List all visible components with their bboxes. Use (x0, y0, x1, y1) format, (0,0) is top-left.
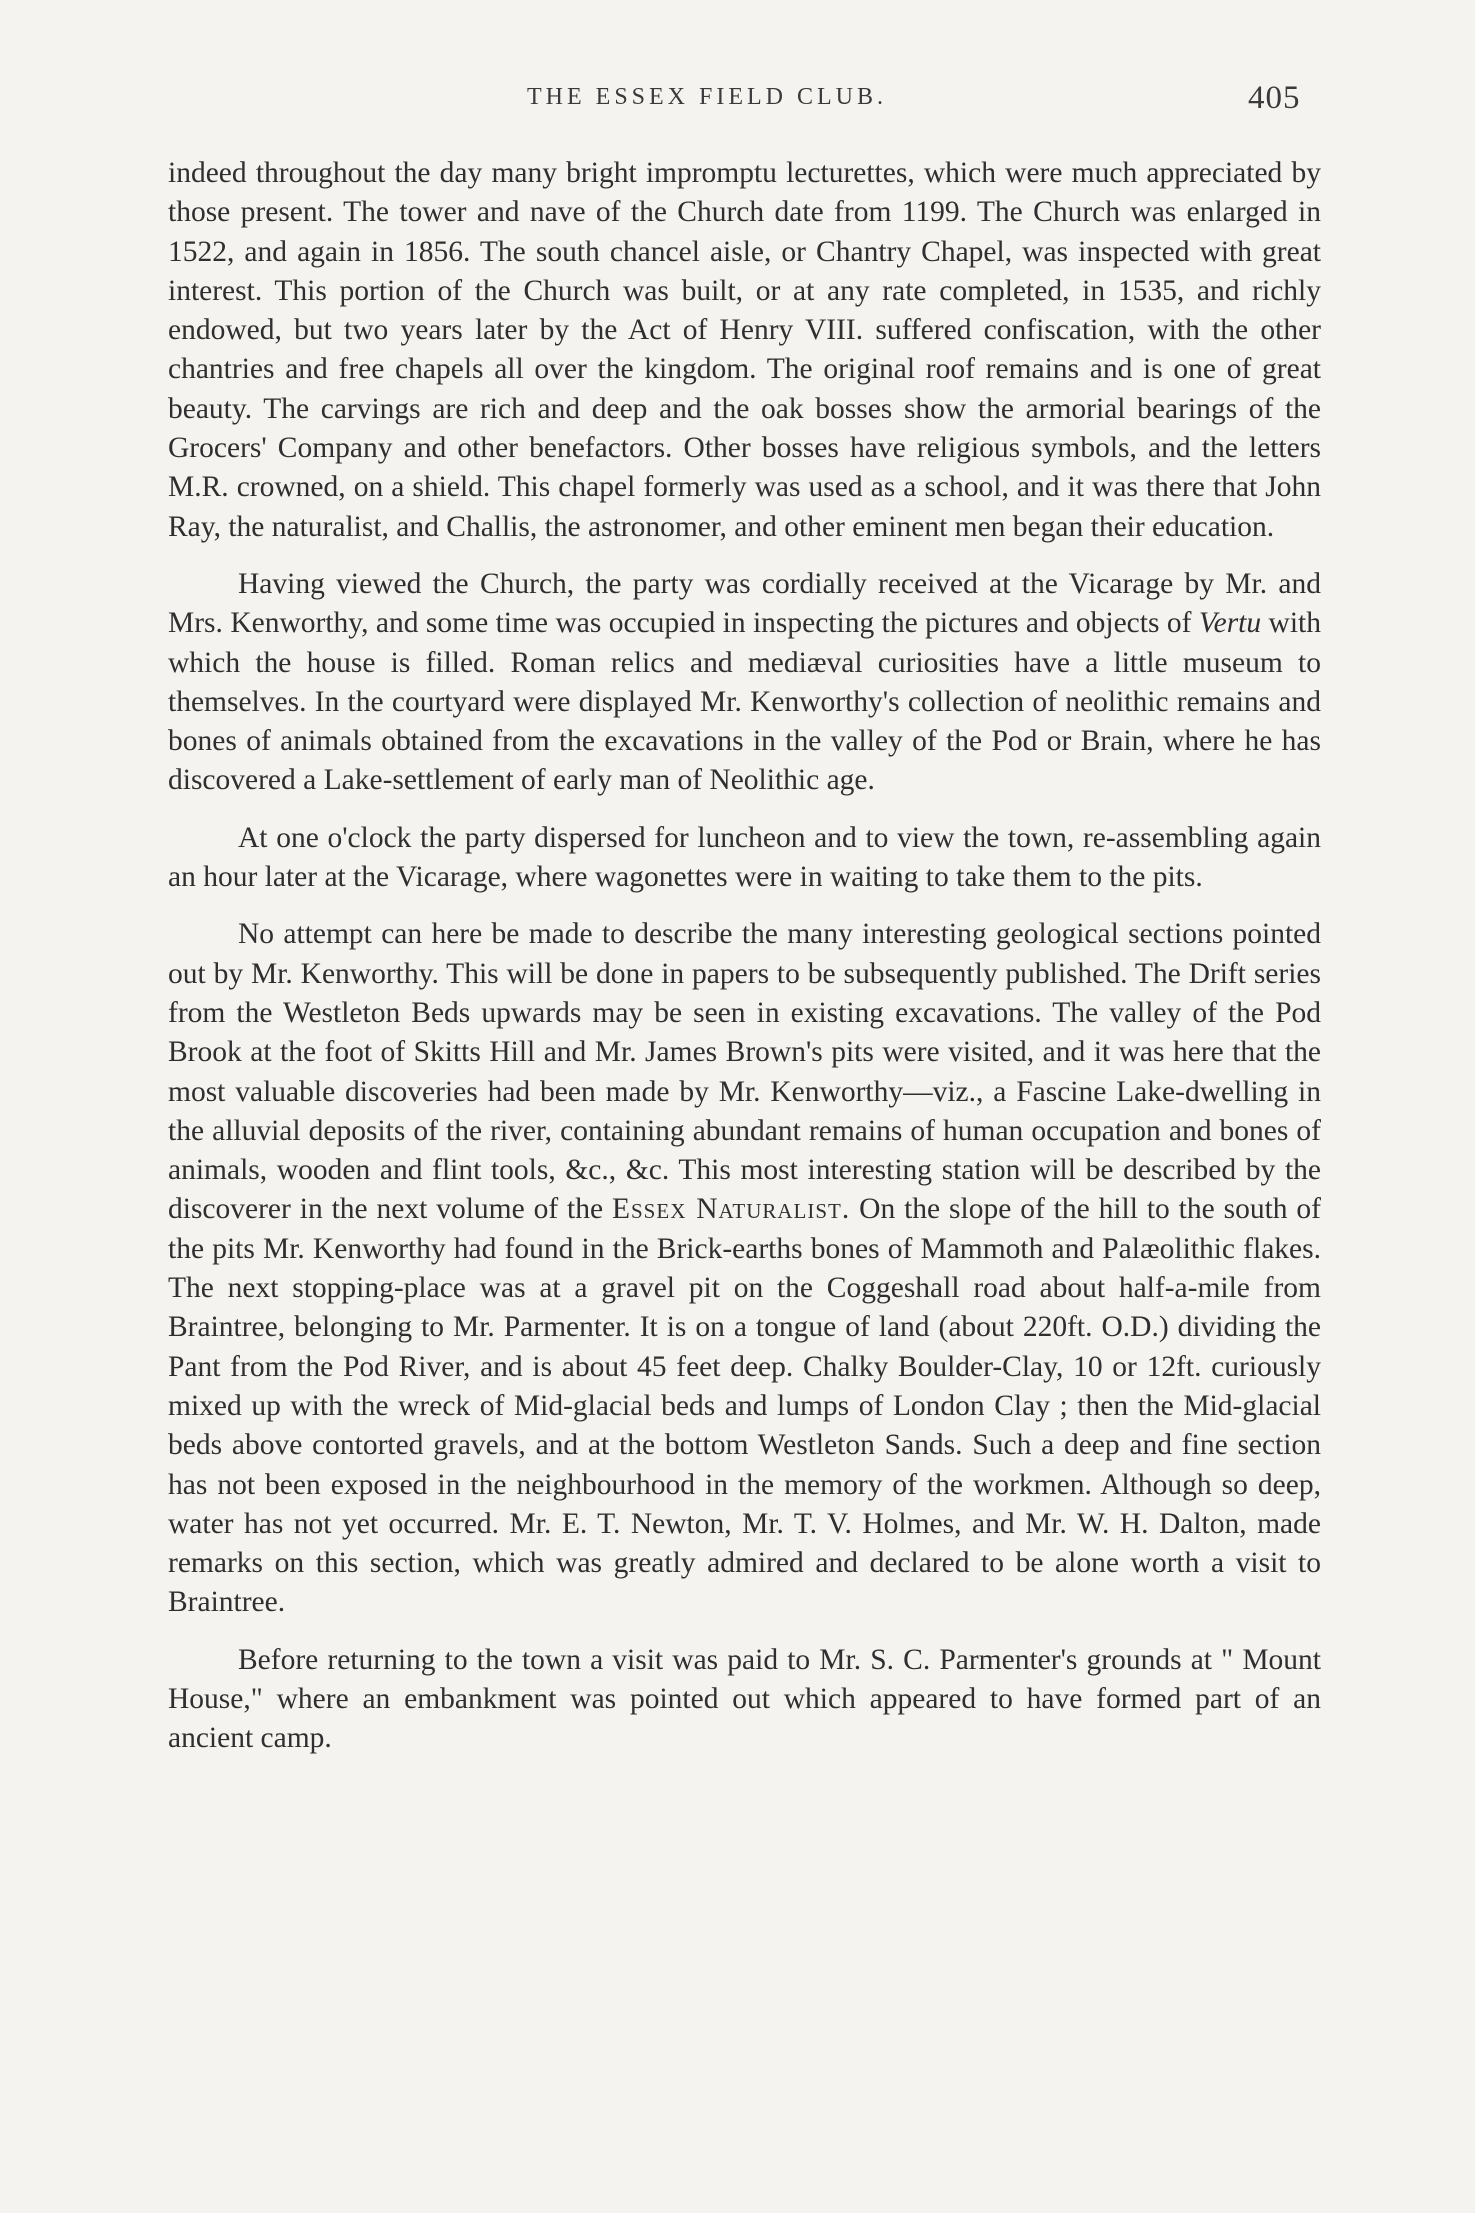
paragraph-4-journal-name: Essex Naturalist. (611, 1193, 851, 1226)
paragraph-2-italic-term: Vertu (1198, 607, 1262, 640)
paragraph-4 (168, 915, 1321, 1622)
paragraph-5: Before returning to the town a visit was paid to Mr. S. C. Parmenter's grounds at " Mount House," where an embankment was pointed out which appeared to have formed part of an ancient camp. (168, 1643, 1321, 1755)
paragraph-1: indeed throughout the day many bright impromptu lecturettes, which were much appreciated by those present. The tower and nave of the Church date from 1199. The Church was enlarged in 1522, and again in 1856. The south chancel aisle, or Chantry Chapel, was inspected with great interest. This portion of the Church was built, or at any rate completed, in 1535, and richly endowed, but two years later by the Act of Henry VIII. suffered confiscation, with the other chantries and free chapels all over the kingdom. The original roof remains and is one of great beauty. The carvings are rich and deep and the oak bosses show the armorial bearings of the Grocers' Company and other benefactors. Other bosses have religious symbols, and the letters M.R. crowned, on a shield. This chapel formerly was used as a school, and it was there that John Ray, the naturalist, and Challis, the astronomer, and other eminent men began their education. (168, 157, 1321, 543)
body-text (168, 154, 1321, 1777)
page-number: 405 (1248, 80, 1301, 116)
paragraph-4-text-b: On the slope of the hill to the south of the pits Mr. Kenworthy had found in the Brick-earths bones of Mammoth and Palæolithic flakes. The next stopping-place was at a gravel pit on the Coggeshall road about half-a-mile from Braintree, belonging to Mr. Parmenter. It is on a tongue of land (about 220ft. O.D.) dividing the Pant from the Pod River, and is about 45 feet deep. Chalky Boulder-Clay, 10 or 12ft. curiously mixed up with the wreck of Mid-glacial beds and lumps of London Clay ; then the Mid-glacial beds above contorted gravels, and at the bottom Westleton Sands. Such a deep and fine section has not been exposed in the neighbourhood in the memory of the workmen. Although so deep, water has not yet occurred. Mr. E. T. Newton, Mr. T. V. Holmes, and Mr. W. H. Dalton, made remarks on this section, which was greatly admired and declared to be alone worth a visit to Braintree. (168, 1193, 1321, 1619)
paragraph-4-text-a: No attempt can here be made to describe the many interesting geological sections pointed out by Mr. Kenworthy. This will be done in papers to be subsequently published. The Drift series from the Westleton Beds upwards may be seen in existing excavations. The valley of the Pod Brook at the foot of Skitts Hill and Mr. James Brown's pits were visited, and it was here that the most valuable discoveries had been made by Mr. Kenworthy—viz., a Fascine Lake-dwelling in the alluvial deposits of the river, containing abundant remains of human occupation and bones of animals, wooden and flint tools, &c., &c. This most interesting station will be described by the discoverer in the next volume of the (168, 918, 1321, 1226)
running-header (0, 80, 1475, 124)
paragraph-2-text-a: Having viewed the Church, the party was cordially received at the Vicarage by Mr. and Mrs. Kenworthy, and some time was occupied in inspecting the pictures and objects of (168, 567, 1321, 640)
paragraph-2-text-b: with which the house is filled. Roman relics and mediæval curiosities have a little museum to themselves. In the courtyard were displayed Mr. Kenworthy's collection of neolithic remains and bones of animals obtained from the excavations in the valley of the Pod or Brain, where he has discovered a Lake-settlement of early man of Neolithic age. (168, 607, 1321, 797)
running-title: THE ESSEX FIELD CLUB. (527, 84, 887, 110)
paragraph-2 (168, 565, 1321, 801)
paragraph-3: At one o'clock the party dispersed for luncheon and to view the town, re-assembling again an hour later at the Vicarage, where wagonettes were in waiting to take them to the pits. (168, 821, 1321, 894)
